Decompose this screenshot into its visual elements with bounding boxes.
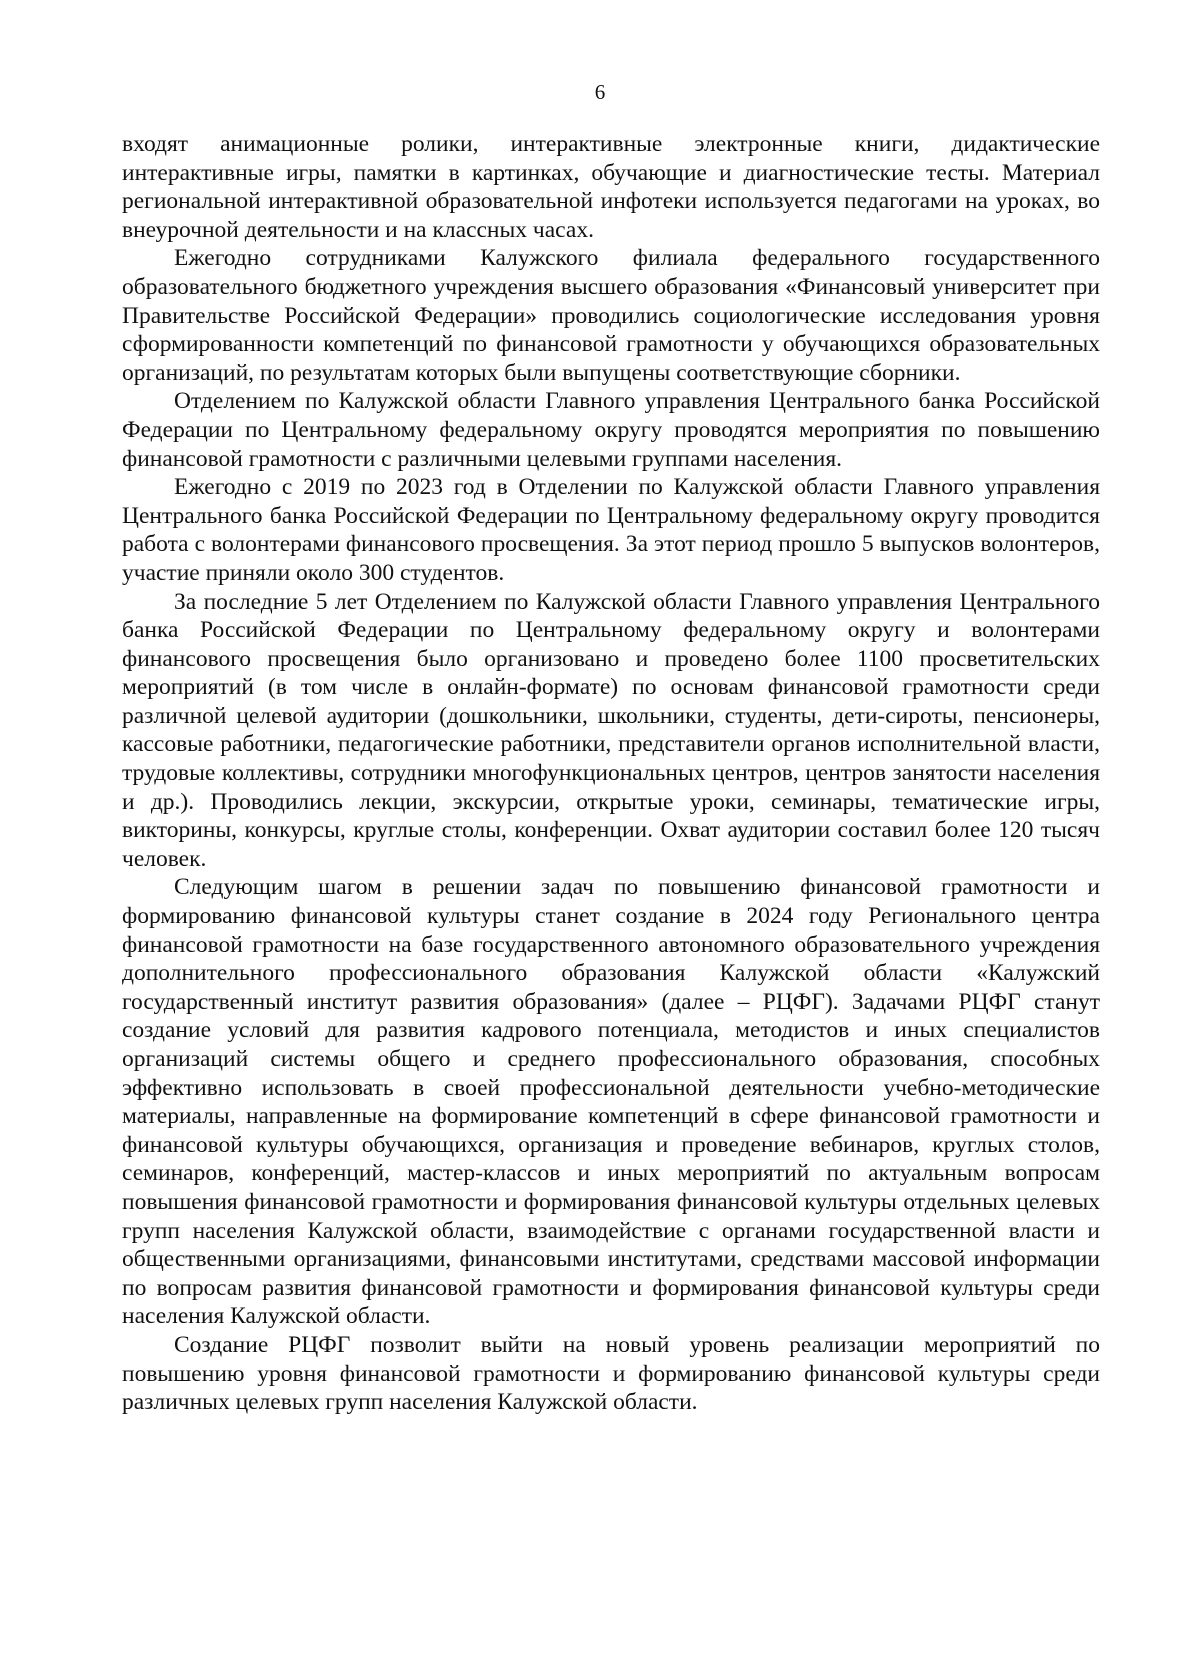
paragraph-five-years-results: За последние 5 лет Отделением по Калужской области Главного управления Центрального банка Российской Федерации по Центральному федеральному округу и волонтерами финансового просвещения было организовано и проведено более 1100 просветительских мероприятий (в том числе в онлайн-формате) по основам финансовой грамотности среди различной целевой аудитории (дошкольники, школьники, студенты, дети-сироты, пенсионеры, кассовые работники, педагогические работники, представители органов исполнительной власти, трудовые коллективы, сотрудники многофункциональных центров, центров занятости населения и др.). Проводились лекции, экскурсии, открытые уроки, семинары, тематические игры, викторины, конкурсы, круглые столы, конференции. Охват аудитории составил более 120 тысяч человек. (122, 588, 1100, 872)
paragraph-volunteers: Ежегодно с 2019 по 2023 год в Отделении по Калужской области Главного управления Центрального банка Российской Федерации по Центральному федеральному округу проводится работа с волонтерами финансового просвещения. За этот период прошло 5 выпусков волонтеров, участие приняли около 300 студентов. (122, 474, 1100, 586)
document-body (122, 130, 1100, 1417)
paragraph-continuation: входят анимационные ролики, интерактивные электронные книги, дидактические интерактивные игры, памятки в картинках, обучающие и диагностические тесты. Материал региональной интерактивной образовательной инфотеки используется педагогами на уроках, во внеурочной деятельности и на классных часах. (122, 131, 1100, 243)
paragraph-sociological-research: Ежегодно сотрудниками Калужского филиала федерального государственного образовательного бюджетного учреждения высшего образования «Финансовый университет при Правительстве Российской Федерации» проводились социологические исследования уровня сформированности компетенций по финансовой грамотности у обучающихся образовательных организаций, по результатам которых были выпущены соответствующие сборники. (122, 245, 1100, 386)
page-number: 6 (594, 80, 606, 104)
paragraph-conclusion: Создание РЦФГ позволит выйти на новый уровень реализации мероприятий по повышению уровня финансовой грамотности и формированию финансовой культуры среди различных целевых групп населения Калужской области. (122, 1331, 1100, 1416)
paragraph-central-bank-events: Отделением по Калужской области Главного управления Центрального банка Российской Федерации по Центральному федеральному округу проводятся мероприятия по повышению финансовой грамотности с различными целевыми группами населения. (122, 388, 1100, 472)
paragraph-regional-center-plan: Следующим шагом в решении задач по повышению финансовой грамотности и формированию финансовой культуры станет создание в 2024 году Регионального центра финансовой грамотности на базе государственного автономного образовательного учреждения дополнительного профессионального образования Калужской области «Калужский государственный институт развития образования» (далее – РЦФГ). Задачами РЦФГ станут создание условий для развития кадрового потенциала, методистов и иных специалистов организаций системы общего и среднего профессионального образования, способных эффективно использовать в своей профессиональной деятельности учебно-методические материалы, направленные на формирование компетенций в сфере финансовой грамотности и финансовой культуры обучающихся, организация и проведение вебинаров, круглых столов, семинаров, конференций, мастер-классов и иных мероприятий по актуальным вопросам повышения финансовой грамотности и формирования финансовой культуры отдельных целевых групп населения Калужской области, взаимодействие с органами государственной власти и общественными организациями, финансовыми институтами, средствами массовой информации по вопросам развития финансовой грамотности и формирования финансовой культуры среди населения Калужской области. (122, 874, 1100, 1330)
